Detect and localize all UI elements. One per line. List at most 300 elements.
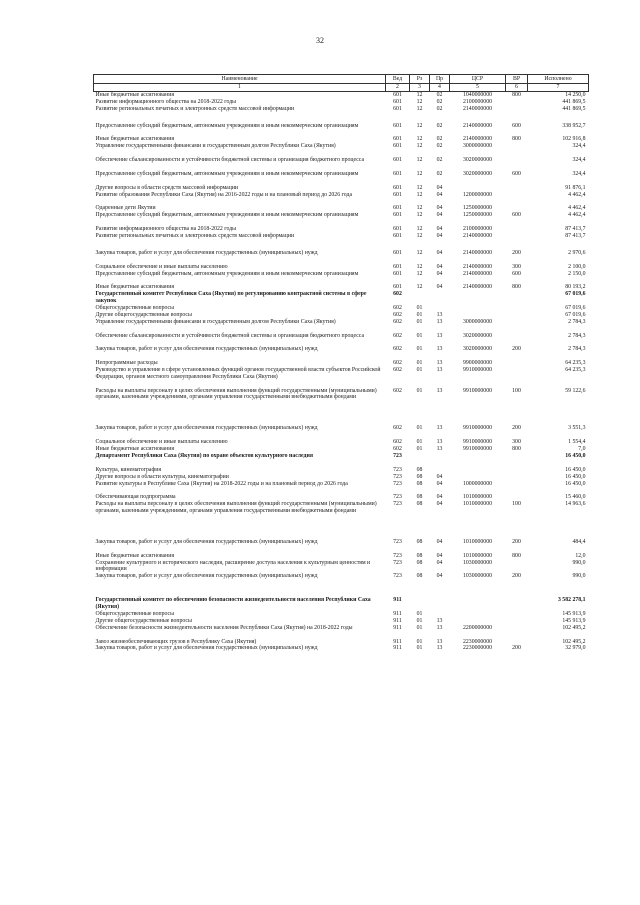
- cell-name: Иные бюджетные ассигнования: [95, 136, 174, 143]
- cell-sum: 16 450,0: [565, 473, 586, 480]
- cell-ved: 601: [393, 212, 402, 219]
- table-row: [94, 264, 589, 271]
- cell-csr: [450, 618, 506, 625]
- cell-sum: 3 551,3: [568, 425, 586, 432]
- cell-sum: 2 784,3: [568, 318, 586, 325]
- cell-csr: 1030000000: [463, 559, 492, 566]
- cell-pr: 13: [436, 346, 443, 353]
- cell-csr: 1000000000: [463, 480, 492, 487]
- column-number: 1: [94, 84, 386, 92]
- cell-pr: 04: [436, 473, 443, 480]
- table-header: [94, 75, 589, 92]
- cell-ved: 723: [393, 466, 402, 473]
- cell-ved: 602: [393, 318, 402, 325]
- cell-ved: 602: [393, 387, 402, 394]
- cell-rz: 12: [416, 263, 423, 270]
- cell-ved: 911: [393, 645, 402, 652]
- cell-rz: 12: [416, 92, 423, 98]
- cell-ved: 723: [393, 538, 402, 545]
- cell-pr: 13: [436, 311, 443, 318]
- cell-rz: 01: [416, 610, 423, 617]
- cell-rz: 08: [416, 552, 423, 559]
- cell-ved: 723: [393, 501, 402, 508]
- cell-pr: 02: [436, 92, 443, 98]
- cell-pr: 02: [436, 122, 443, 129]
- cell-name: Закупка товаров, работ и услуг для обеспечения государственных (муниципальных) нужд: [95, 538, 318, 545]
- cell-sum: 2 970,6: [568, 249, 586, 256]
- cell-vr: [506, 319, 528, 333]
- header-number-row: [94, 84, 589, 92]
- cell-csr: 2230000000: [463, 638, 492, 645]
- cell-ved: 602: [393, 439, 402, 446]
- cell-pr: [430, 597, 450, 611]
- cell-csr: 1030000000: [463, 573, 492, 580]
- cell-rz: 08: [416, 573, 423, 580]
- cell-sum: 15 460,0: [565, 494, 586, 501]
- cell-ved: 602: [393, 360, 402, 367]
- cell-rz: 01: [416, 617, 423, 624]
- cell-sum: 80 193,2: [565, 284, 586, 291]
- cell-rz: 08: [416, 473, 423, 480]
- cell-name: Закупка товаров, работ и услуг для обеспечения государственных (муниципальных) нужд: [95, 425, 318, 432]
- cell-csr: 1010000000: [463, 494, 492, 501]
- cell-sum: 67 019,6: [565, 291, 586, 298]
- cell-ved: 601: [393, 184, 402, 191]
- cell-name: Расходы на выплаты персоналу в целях обеспечения выполнения функций государственными (муниципальными) органами, казенными учреждениями, органами управления государственными внебюджетными фондами: [95, 501, 377, 514]
- cell-rz: [410, 597, 430, 611]
- cell-rz: 01: [416, 305, 423, 312]
- column-header-ved: Вед: [386, 75, 410, 84]
- cell-rz: 01: [416, 387, 423, 394]
- cell-sum: 324,4: [572, 143, 586, 150]
- cell-name: Государственный комитет Республики Саха (Якутия) по регулированию контрактной системы в сфере закупок: [95, 291, 367, 304]
- cell-name: Общегосударственные вопросы: [95, 610, 175, 617]
- cell-vr: [506, 639, 528, 646]
- cell-sum: 12,0: [575, 552, 586, 559]
- cell-ved: 601: [393, 92, 402, 98]
- cell-name: Обеспечение сбалансированности и устойчивости бюджетной системы и организация бюджетного процесса: [95, 157, 365, 164]
- cell-rz: 12: [416, 170, 423, 177]
- cell-vr: 300: [512, 263, 521, 270]
- table-row: [94, 611, 589, 618]
- cell-ved: 602: [393, 346, 402, 353]
- cell-ved: 601: [393, 170, 402, 177]
- cell-name: Закупка товаров, работ и услуг для обеспечения государственных (муниципальных) нужд: [95, 346, 318, 353]
- cell-name: Иные бюджетные ассигнования: [95, 552, 174, 559]
- cell-name: Развитие образования Республики Саха (Якутия) на 2016-2022 годы и на плановый период до 2026 года: [95, 191, 353, 198]
- cell-ved: 723: [393, 559, 402, 566]
- cell-vr: 600: [512, 270, 521, 277]
- cell-name: Предоставление субсидий бюджетным, автономным учреждениям и иным некоммерческим организациям: [95, 170, 359, 177]
- cell-csr: [450, 305, 506, 312]
- cell-pr: [430, 453, 450, 467]
- cell-csr: 9910000000: [463, 439, 492, 446]
- cell-ved: 601: [393, 226, 402, 233]
- cell-pr: 02: [436, 136, 443, 143]
- cell-name: Обеспечивающая подпрограмма: [95, 494, 176, 501]
- cell-vr: [506, 312, 528, 319]
- cell-pr: 13: [436, 617, 443, 624]
- cell-vr: 200: [512, 425, 521, 432]
- table-row: [94, 233, 589, 250]
- cell-csr: 3020000000: [463, 332, 492, 339]
- cell-ved: 601: [393, 143, 402, 150]
- cell-pr: 02: [436, 157, 443, 164]
- column-header-vr: ВР: [506, 75, 528, 84]
- cell-sum: 1 554,4: [568, 439, 586, 446]
- cell-pr: 13: [436, 360, 443, 367]
- cell-sum: 91 876,1: [565, 184, 586, 191]
- cell-rz: 12: [416, 270, 423, 277]
- column-header-rz: Рз: [410, 75, 430, 84]
- cell-name: Закупка товаров, работ и услуг для обеспечения государственных (муниципальных) нужд: [95, 573, 318, 580]
- cell-csr: 9910000000: [463, 367, 492, 374]
- cell-name: Предоставление субсидий бюджетным, автономным учреждениям и иным некоммерческим организациям: [95, 212, 359, 219]
- cell-csr: 1010000000: [463, 501, 492, 508]
- cell-sum: 2 150,0: [568, 270, 586, 277]
- cell-sum: 16 450,0: [565, 466, 586, 473]
- cell-name: Другие вопросы в области культуры, кинематографии: [95, 473, 229, 480]
- cell-rz: 01: [416, 367, 423, 374]
- cell-ved: 601: [393, 205, 402, 212]
- cell-rz: 01: [416, 346, 423, 353]
- cell-rz: 08: [416, 559, 423, 566]
- cell-rz: 12: [416, 143, 423, 150]
- cell-vr: 200: [512, 249, 521, 256]
- cell-name: Руководство и управление в сфере установленных функций органов государственной власти субъектов Российской Федерации, органов местного самоуправления Республики Саха (Якутия): [95, 367, 381, 380]
- cell-rz: 08: [416, 501, 423, 508]
- cell-pr: 04: [436, 212, 443, 219]
- cell-ved: 601: [393, 249, 402, 256]
- cell-vr: [506, 291, 528, 305]
- table-row: [94, 157, 589, 171]
- cell-name: Департамент Республики Саха (Якутия) по охране объектов культурного наследия: [95, 453, 313, 459]
- cell-rz: 01: [416, 439, 423, 446]
- cell-ved: 601: [393, 191, 402, 198]
- cell-ved: 723: [393, 552, 402, 559]
- cell-pr: 04: [436, 233, 443, 240]
- cell-pr: 04: [436, 494, 443, 501]
- cell-rz: 12: [416, 233, 423, 240]
- cell-pr: 04: [436, 249, 443, 256]
- cell-vr: 300: [512, 439, 521, 446]
- table-row: [94, 388, 589, 426]
- cell-name: Другие общегосударственные вопросы: [95, 311, 192, 318]
- cell-vr: 600: [512, 212, 521, 219]
- cell-pr: 04: [436, 559, 443, 566]
- cell-name: Развитие культуры в Республике Саха (Якутия) на 2018-2022 годы и на плановый период до 2026 года: [95, 480, 348, 487]
- cell-name: Общегосударственные вопросы: [95, 305, 175, 312]
- table-row: [94, 333, 589, 347]
- cell-ved: 601: [393, 263, 402, 270]
- cell-pr: 13: [436, 367, 443, 374]
- cell-rz: 12: [416, 205, 423, 212]
- cell-name: Развитие информационного общества на 2018-2022 годы: [95, 226, 237, 233]
- cell-rz: 01: [416, 446, 423, 453]
- cell-ved: 723: [393, 453, 402, 459]
- cell-rz: 01: [416, 638, 423, 645]
- cell-ved: 601: [393, 122, 402, 129]
- column-header-name: Наименование: [94, 75, 386, 84]
- cell-sum: 67 019,6: [565, 305, 586, 312]
- cell-rz: 12: [416, 284, 423, 291]
- cell-sum: 4 462,4: [568, 212, 586, 219]
- table-row: [94, 312, 589, 319]
- cell-sum: 14 963,6: [565, 501, 586, 508]
- cell-vr: 800: [512, 92, 521, 98]
- table-row: [94, 625, 589, 639]
- cell-rz: [410, 291, 430, 305]
- cell-sum: 2 784,3: [568, 332, 586, 339]
- cell-name: Обеспечение сбалансированности и устойчивости бюджетной системы и организация бюджетного процесса: [95, 332, 365, 339]
- cell-ved: 602: [393, 332, 402, 339]
- cell-pr: 04: [436, 205, 443, 212]
- column-number: 6: [506, 84, 528, 92]
- cell-pr: 04: [436, 573, 443, 580]
- cell-vr: [506, 233, 528, 250]
- cell-csr: 2140000000: [463, 233, 492, 240]
- cell-name: Закупка товаров, работ и услуг для обеспечения государственных (муниципальных) нужд: [95, 645, 318, 652]
- cell-name: Управление государственными финансами и государственным долгом Республики Саха (Якутия): [95, 143, 336, 150]
- cell-ved: 911: [393, 597, 402, 604]
- cell-pr: 13: [436, 638, 443, 645]
- cell-ved: 723: [393, 494, 402, 501]
- cell-ved: 911: [393, 638, 402, 645]
- cell-vr: 200: [512, 573, 521, 580]
- cell-pr: [430, 291, 450, 305]
- cell-vr: [506, 618, 528, 625]
- cell-pr: 04: [436, 538, 443, 545]
- cell-pr: 13: [436, 439, 443, 446]
- table-row: [94, 346, 589, 360]
- cell-pr: 04: [436, 480, 443, 487]
- cell-sum: 2 100,0: [568, 263, 586, 270]
- cell-vr: [506, 474, 528, 481]
- cell-pr: 02: [436, 143, 443, 150]
- cell-vr: [506, 453, 528, 467]
- cell-csr: 1250000000: [463, 212, 492, 219]
- cell-sum: 64 235,3: [565, 367, 586, 374]
- cell-vr: [506, 106, 528, 123]
- table-row: [94, 143, 589, 157]
- cell-pr: 02: [436, 105, 443, 112]
- cell-ved: 911: [393, 610, 402, 617]
- table-row: [94, 99, 589, 106]
- cell-vr: [506, 611, 528, 618]
- cell-name: Социальное обеспечение и иные выплаты населению: [95, 263, 228, 270]
- column-number: 2: [386, 84, 410, 92]
- table-row: [94, 446, 589, 453]
- cell-rz: 01: [416, 332, 423, 339]
- cell-pr: 04: [436, 552, 443, 559]
- cell-rz: 12: [416, 157, 423, 164]
- cell-vr: [506, 143, 528, 157]
- table-row: [94, 185, 589, 192]
- cell-ved: 601: [393, 157, 402, 164]
- cell-csr: 9900000000: [463, 360, 492, 367]
- cell-csr: 2200000000: [463, 624, 492, 631]
- cell-csr: 2140000000: [463, 249, 492, 256]
- cell-pr: 13: [436, 332, 443, 339]
- cell-name: Закупка товаров, работ и услуг для обеспечения государственных (муниципальных) нужд: [95, 249, 318, 256]
- cell-ved: 602: [393, 311, 402, 318]
- cell-vr: 600: [512, 122, 521, 129]
- cell-csr: 1200000000: [463, 191, 492, 198]
- cell-ved: 601: [393, 284, 402, 291]
- budget-table: [93, 74, 589, 659]
- cell-csr: 1010000000: [463, 538, 492, 545]
- cell-vr: 100: [512, 387, 521, 394]
- column-header-pr: Пр: [430, 75, 450, 84]
- cell-sum: 102 495,2: [562, 638, 586, 645]
- cell-pr: 13: [436, 425, 443, 432]
- cell-rz: 08: [416, 538, 423, 545]
- cell-pr: [430, 305, 450, 312]
- table-row: [94, 319, 589, 333]
- cell-vr: [506, 226, 528, 233]
- cell-name: Сохранение культурного и исторического наследия, расширение доступа населения к культурным ценностям и информации: [95, 559, 371, 573]
- cell-vr: 200: [512, 645, 521, 652]
- cell-name: Иные бюджетные ассигнования: [95, 92, 174, 98]
- table-row: [94, 291, 589, 305]
- cell-rz: 01: [416, 318, 423, 325]
- cell-pr: 13: [436, 318, 443, 325]
- cell-sum: 64 235,3: [565, 360, 586, 367]
- cell-ved: 723: [393, 573, 402, 580]
- cell-pr: 02: [436, 170, 443, 177]
- cell-name: Культура, кинематография: [95, 466, 161, 473]
- cell-pr: 13: [436, 387, 443, 394]
- cell-rz: 12: [416, 136, 423, 143]
- cell-csr: 3020000000: [463, 157, 492, 164]
- cell-name: Социальное обеспечение и иные выплаты населению: [95, 439, 228, 446]
- cell-sum: 102 916,8: [562, 136, 586, 143]
- cell-sum: 990,0: [572, 573, 586, 580]
- cell-pr: 13: [436, 446, 443, 453]
- cell-ved: 601: [393, 105, 402, 112]
- table-row: [94, 481, 589, 495]
- cell-vr: [506, 185, 528, 192]
- cell-csr: 2140000000: [463, 136, 492, 143]
- cell-name: Государственный комитет по обеспечению безопасности жизнедеятельности населения Республики Саха (Якутия): [95, 597, 371, 610]
- cell-sum: 87 413,7: [565, 233, 586, 240]
- table-row: [94, 553, 589, 560]
- cell-ved: 601: [393, 136, 402, 143]
- cell-rz: 12: [416, 122, 423, 129]
- cell-rz: 08: [416, 466, 423, 473]
- cell-vr: [506, 481, 528, 495]
- cell-sum: 87 413,7: [565, 226, 586, 233]
- cell-name: Развитие региональных печатных и электронных средств массовой информации: [95, 105, 295, 112]
- cell-rz: [410, 453, 430, 467]
- cell-sum: 484,4: [572, 538, 586, 545]
- cell-sum: 4 462,4: [568, 205, 586, 212]
- cell-sum: 59 122,6: [565, 387, 586, 394]
- cell-rz: 01: [416, 425, 423, 432]
- cell-ved: 601: [393, 270, 402, 277]
- cell-pr: 04: [436, 263, 443, 270]
- cell-name: Одаренные дети Якутии: [95, 205, 156, 212]
- cell-rz: 08: [416, 480, 423, 487]
- cell-name: Непрограммные расходы: [95, 360, 158, 367]
- cell-csr: 3020000000: [463, 346, 492, 353]
- cell-csr: [450, 453, 506, 467]
- cell-sum: 324,4: [572, 157, 586, 164]
- cell-vr: [506, 305, 528, 312]
- header-row: [94, 75, 589, 84]
- cell-rz: 12: [416, 98, 423, 105]
- table-row: [94, 560, 589, 574]
- cell-sum: 16 450,0: [565, 480, 586, 487]
- cell-csr: 2140000000: [463, 263, 492, 270]
- cell-sum: 324,4: [572, 170, 586, 177]
- cell-csr: [450, 611, 506, 618]
- table-row: [94, 305, 589, 312]
- cell-name: Управление государственными финансами и государственным долгом Республики Саха (Якутия): [95, 318, 336, 325]
- column-number: 5: [450, 84, 506, 92]
- cell-csr: 9910000000: [463, 387, 492, 394]
- cell-csr: [450, 312, 506, 319]
- column-header-csr: ЦСР: [450, 75, 506, 84]
- table-row: [94, 250, 589, 264]
- cell-rz: 12: [416, 191, 423, 198]
- cell-csr: 2230000000: [463, 645, 492, 652]
- column-header-sum: Исполнено: [528, 75, 589, 84]
- cell-rz: 12: [416, 105, 423, 112]
- cell-pr: [430, 611, 450, 618]
- cell-ved: 602: [393, 305, 402, 312]
- page-number: 32: [316, 36, 324, 45]
- cell-sum: 3 582 278,1: [557, 597, 586, 604]
- cell-vr: [506, 157, 528, 171]
- cell-vr: [506, 367, 528, 388]
- cell-sum: 441 869,5: [562, 105, 586, 112]
- table-row: [94, 425, 589, 439]
- cell-csr: 2140000000: [463, 105, 492, 112]
- column-number: 3: [410, 84, 430, 92]
- cell-name: Предоставление субсидий бюджетным, автономным учреждениям и иным некоммерческим организациям: [95, 270, 359, 277]
- cell-name: Другие общегосударственные вопросы: [95, 617, 192, 624]
- cell-name: Иные бюджетные ассигнования: [95, 446, 174, 453]
- cell-rz: 01: [416, 645, 423, 652]
- cell-sum: 441 869,5: [562, 98, 586, 105]
- cell-csr: 9910000000: [463, 425, 492, 432]
- cell-name: Завоз жизнеобеспечивающих грузов в Республику Саха (Якутия): [95, 638, 257, 645]
- table-row: [94, 367, 589, 388]
- cell-vr: 800: [512, 552, 521, 559]
- cell-ved: 602: [393, 367, 402, 374]
- cell-pr: 04: [436, 501, 443, 508]
- cell-csr: 1010000000: [463, 552, 492, 559]
- cell-csr: 3020000000: [463, 170, 492, 177]
- cell-pr: 02: [436, 98, 443, 105]
- cell-vr: 600: [512, 170, 521, 177]
- cell-vr: 800: [512, 136, 521, 143]
- cell-csr: [450, 185, 506, 192]
- cell-sum: 14 250,0: [565, 92, 586, 98]
- cell-csr: [450, 291, 506, 305]
- cell-rz: 01: [416, 311, 423, 318]
- cell-csr: 2100000000: [463, 226, 492, 233]
- table-row: [94, 453, 589, 467]
- cell-csr: [450, 474, 506, 481]
- cell-vr: 200: [512, 538, 521, 545]
- cell-rz: 01: [416, 360, 423, 367]
- table-row: [94, 467, 589, 474]
- cell-sum: 145 913,9: [562, 617, 586, 624]
- cell-vr: [506, 597, 528, 611]
- column-number: 4: [430, 84, 450, 92]
